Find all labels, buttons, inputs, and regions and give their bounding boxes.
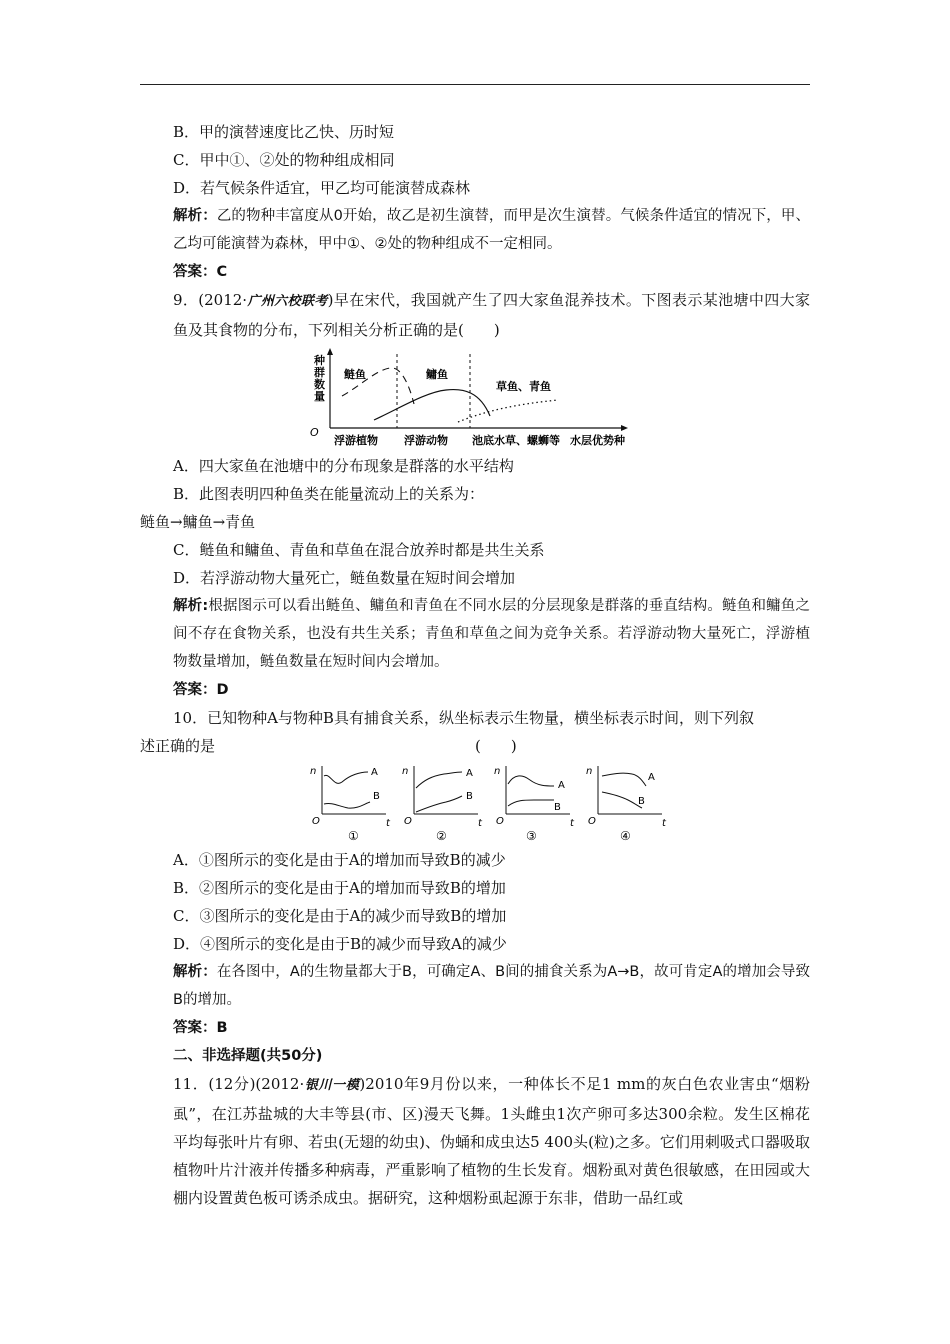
zone-label: 浮游动物 bbox=[404, 434, 448, 447]
q8-option-d: D．若气候条件适宜，甲乙均可能演替成森林 bbox=[173, 179, 471, 197]
q11-stem bbox=[140, 1070, 810, 1212]
panel-number: ③ bbox=[526, 829, 537, 843]
q11-stem-text: )2010年9月份以来，一种体长不足1 mm的灰白色农业害虫“烟粉虱”，在江苏盐城的大丰等县(市、区)漫天飞舞。1头雌虫1次产卵可多达300余粒。发生区棉花平均每张叶片有卵、若虫(无翅的幼虫)、伪蛹和成虫达5 400头(粒)之多。它们用刺吸式口器吸取植物叶片汁液并传播多种病毒，严重影响了植物的生长发育。烟粉虱对黄色很敏感，在田园或大棚内设置黄色板可诱杀成虫。据研究，这种烟粉虱起源于东非，借助一品红或 bbox=[173, 1075, 810, 1207]
series-a-label: A bbox=[648, 772, 655, 783]
q8-answer: 答案：C bbox=[173, 264, 228, 280]
x-axis-label: 水层优势种 bbox=[570, 434, 625, 447]
q9-analysis-text: 根据图示可以看出鲢鱼、鳙鱼和青鱼在不同水层的分层现象是群落的垂直结构。鲢鱼和鳙鱼之间不存在食物关系，也没有共生关系；青鱼和草鱼之间为竞争关系。若浮游动物大量死亡，浮游植物数量增加，鲢鱼数量在短时间内会增加。 bbox=[173, 598, 810, 670]
x-axis-label: t bbox=[386, 818, 390, 829]
curve-label-grass-black: 草鱼、青鱼 bbox=[496, 380, 551, 393]
q9-stem-text: )早在宋代，我国就产生了四大家鱼混养技术。下图表示某池塘中四大家鱼及其食物的分布，下列相关分析正确的是( ) bbox=[173, 291, 810, 339]
series-a-curve bbox=[416, 772, 462, 788]
series-b-label: B bbox=[373, 791, 380, 802]
x-axis-label: t bbox=[478, 818, 482, 829]
q8-option-c: C．甲中①、②处的物种组成相同 bbox=[173, 151, 395, 169]
q10-paren: ( ) bbox=[475, 737, 517, 755]
origin-label: O bbox=[310, 426, 319, 439]
series-b-label: B bbox=[466, 791, 473, 802]
fish-distribution-figure bbox=[308, 348, 628, 448]
series-b-curve bbox=[416, 796, 462, 812]
q9-option-c: C．鲢鱼和鳙鱼、青鱼和草鱼在混合放养时都是共生关系 bbox=[173, 541, 545, 559]
q9-analysis bbox=[140, 592, 810, 676]
q10-analysis bbox=[140, 958, 810, 1014]
q10-stem-text: 述正确的是 bbox=[140, 737, 216, 755]
q9-stem bbox=[140, 286, 810, 344]
x-axis-label: t bbox=[662, 818, 666, 829]
header-rule bbox=[140, 84, 810, 85]
series-a-label: A bbox=[466, 768, 473, 779]
q10-answer: 答案：B bbox=[173, 1020, 228, 1036]
series-a-label: A bbox=[558, 780, 565, 791]
page-content bbox=[140, 118, 810, 1212]
bighead-carp-curve bbox=[374, 390, 490, 420]
q10-option-d: D．④图所示的变化是由于B的减少而导致A的减少 bbox=[173, 935, 507, 953]
y-axis-label: n bbox=[494, 766, 501, 777]
q10-option-a: A．①图所示的变化是由于A的增加而导致B的减少 bbox=[173, 851, 506, 869]
ylabel-char: 数 bbox=[314, 378, 325, 391]
section-heading: 二、非选择题(共50分) bbox=[173, 1048, 323, 1064]
panel-number: ④ bbox=[620, 829, 631, 843]
y-axis-label: n bbox=[586, 766, 593, 777]
q9-option-b: B．此图表明四种鱼类在能量流动上的关系为： bbox=[173, 485, 485, 503]
y-axis-label: n bbox=[310, 766, 317, 777]
q10-option-b: B．②图所示的变化是由于A的增加而导致B的增加 bbox=[173, 879, 506, 897]
series-a-curve bbox=[602, 773, 646, 786]
ylabel-char: 种 bbox=[314, 354, 325, 367]
series-a-curve bbox=[324, 772, 368, 783]
panel-3 bbox=[494, 766, 575, 843]
origin-label: O bbox=[496, 816, 504, 827]
origin-label: O bbox=[312, 816, 320, 827]
x-axis-label: t bbox=[570, 818, 574, 829]
y-axis-arrow bbox=[327, 348, 333, 355]
q9-option-b-chain: 鲢鱼→鳙鱼→青鱼 bbox=[140, 513, 256, 531]
series-a-curve bbox=[508, 776, 554, 786]
q10-stem-line2 bbox=[140, 732, 810, 760]
q10-stem-line1: 10．已知物种A与物种B具有捕食关系，纵坐标表示生物量，横坐标表示时间，则下列叙 bbox=[173, 709, 754, 727]
x-axis-arrow bbox=[621, 425, 628, 431]
panel-2 bbox=[402, 766, 483, 843]
series-b-curve bbox=[508, 800, 554, 806]
ylabel-char: 量 bbox=[314, 390, 325, 403]
curve-label-silver: 鲢鱼 bbox=[344, 368, 366, 381]
q11-source: 银川一模 bbox=[304, 1078, 360, 1093]
panel-number: ② bbox=[436, 829, 447, 843]
panel-1 bbox=[310, 766, 391, 843]
series-a-label: A bbox=[371, 767, 378, 778]
q8-analysis bbox=[140, 202, 810, 258]
panel-4 bbox=[586, 766, 667, 843]
q9-option-a: A．四大家鱼在池塘中的分布现象是群落的水平结构 bbox=[173, 457, 514, 475]
q9-option-d: D．若浮游动物大量死亡，鲢鱼数量在短时间会增加 bbox=[173, 569, 516, 587]
q9-analysis-label: 解析: bbox=[173, 598, 209, 614]
series-b-curve bbox=[324, 802, 370, 808]
q9-answer: 答案：D bbox=[173, 682, 229, 698]
q8-option-b: B．甲的演替速度比乙快、历时短 bbox=[173, 123, 395, 141]
y-axis-label: n bbox=[402, 766, 409, 777]
predation-figure bbox=[308, 762, 668, 844]
panel-number: ① bbox=[348, 829, 359, 843]
q10-option-c: C．③图所示的变化是由于A的减少而导致B的增加 bbox=[173, 907, 507, 925]
series-b-label: B bbox=[638, 796, 645, 807]
series-b-curve bbox=[602, 792, 642, 808]
q9-source: 广州六校联考 bbox=[247, 294, 328, 309]
q10-analysis-label: 解析： bbox=[173, 964, 217, 980]
q8-analysis-label: 解析： bbox=[173, 208, 217, 224]
series-b-label: B bbox=[554, 802, 561, 813]
grass-black-carp-curve bbox=[458, 400, 558, 422]
zone-label: 浮游植物 bbox=[334, 434, 378, 447]
ylabel-char: 群 bbox=[314, 366, 325, 379]
q9-number: 9．(2012· bbox=[173, 291, 248, 309]
origin-label: O bbox=[588, 816, 596, 827]
q8-analysis-text: 乙的物种丰富度从0开始，故乙是初生演替，而甲是次生演替。气候条件适宜的情况下，甲、乙均可能演替为森林，甲中①、②处的物种组成不一定相同。 bbox=[173, 208, 811, 252]
zone-label: 池底水草、螺蛳等 bbox=[472, 434, 560, 447]
curve-label-bighead: 鳙鱼 bbox=[426, 368, 448, 381]
origin-label: O bbox=[404, 816, 412, 827]
q11-number: 11．(12分)(2012· bbox=[173, 1075, 305, 1093]
q10-analysis-text: 在各图中，A的生物量都大于B，可确定A、B间的捕食关系为A→B，故可肯定A的增加会导致B的增加。 bbox=[173, 964, 811, 1008]
